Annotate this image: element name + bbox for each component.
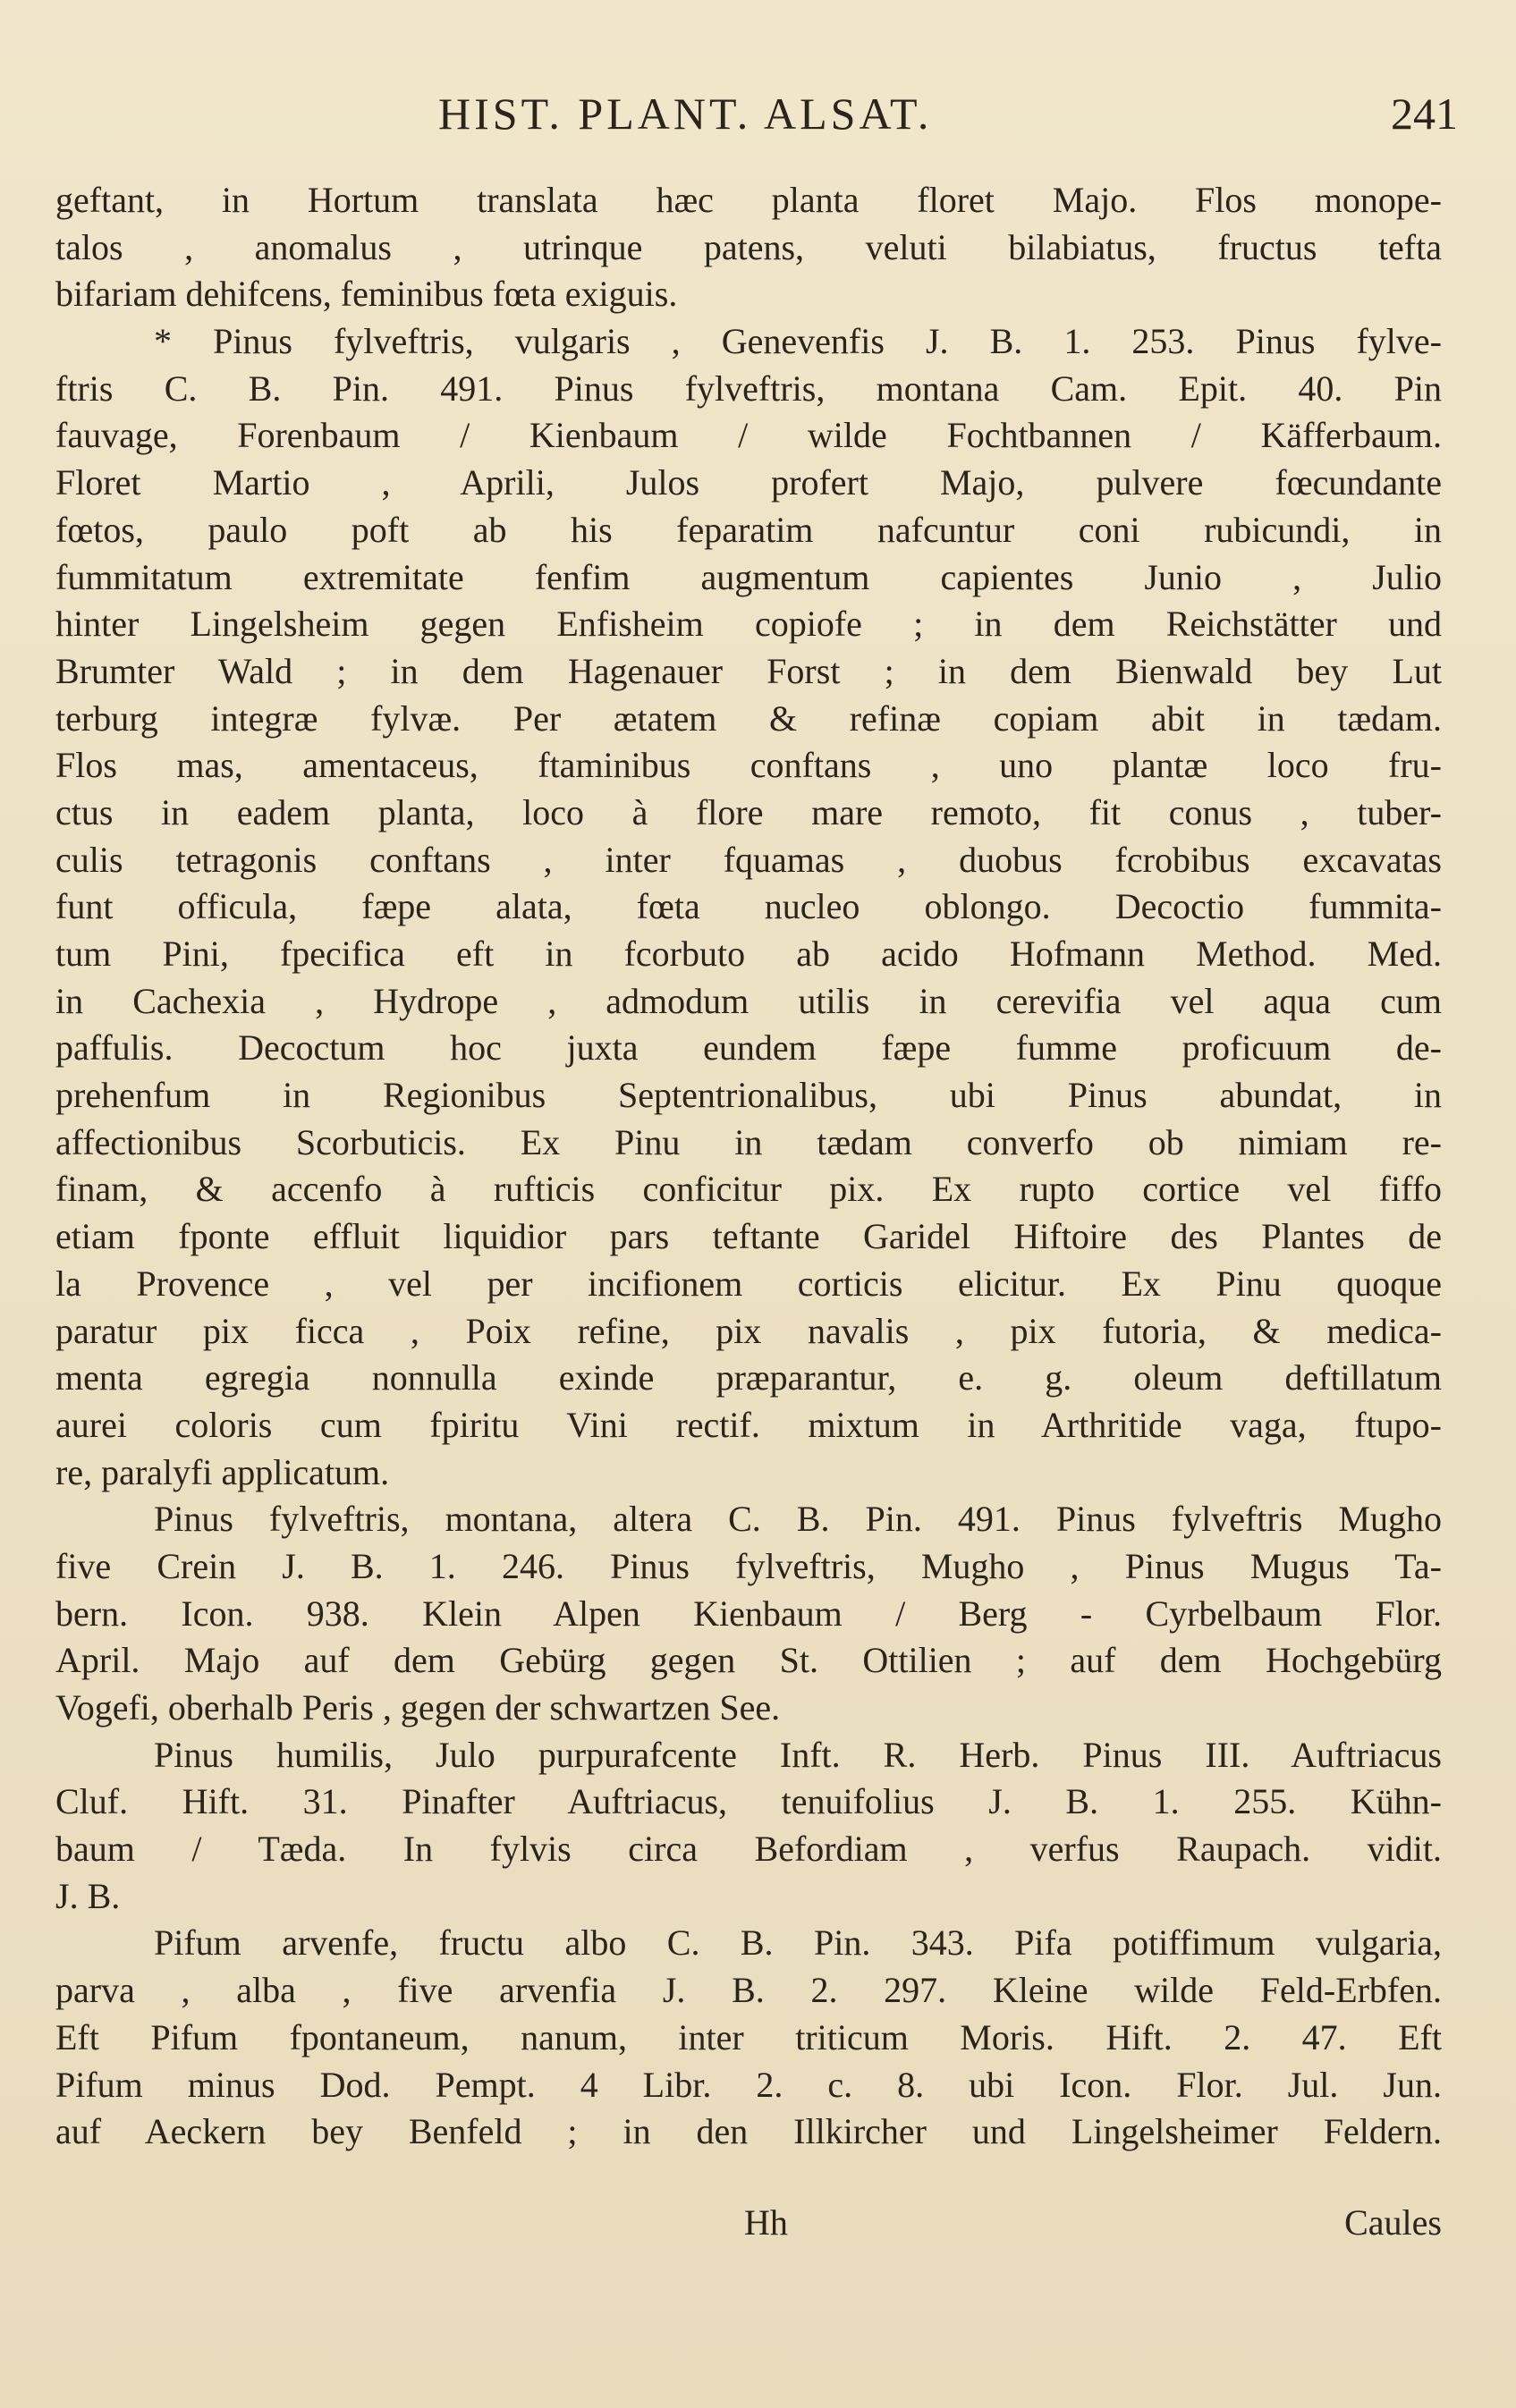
page-number: 241: [1391, 89, 1458, 139]
text-line: terburg integræ fylvæ. Per ætatem & refinæ copiam abit in tædam.: [55, 697, 1442, 739]
text-line: re, paralyfi applicatum.: [55, 1451, 390, 1492]
text-line: Pifum minus Dod. Pempt. 4 Libr. 2. c. 8. ubi Icon. Flor. Jul. Jun.: [55, 2064, 1442, 2105]
text-line: fummitatum extremitate fenfim augmentum capientes Junio , Julio: [55, 556, 1442, 597]
text-line: menta egregia nonnulla exinde præparantur, e. g. oleum deftillatum: [55, 1357, 1442, 1398]
text-line: parva , alba , five arvenfia J. B. 2. 297. Kleine wilde Feld-Erbfen.: [55, 1970, 1442, 2011]
text-line: fœtos, paulo poft ab his feparatim nafcuntur coni rubicundi, in: [55, 509, 1442, 550]
text-line: Vogefi, oberhalb Peris , gegen der schwartzen See.: [55, 1687, 781, 1728]
text-line: Pinus fylveftris, montana, altera C. B. Pin. 491. Pinus fylveftris Mugho: [154, 1499, 1442, 1540]
text-line: baum / Tæda. In fylvis circa Befordiam , verfus Raupach. vidit.: [55, 1829, 1442, 1870]
text-line: fauvage, Forenbaum / Kienbaum / wilde Fochtbannen / Käfferbaum.: [55, 415, 1442, 456]
text-line: bern. Icon. 938. Klein Alpen Kienbaum / Berg - Cyrbelbaum Flor.: [55, 1593, 1442, 1634]
signature-mark: Hh: [744, 2202, 788, 2243]
text-line: Floret Martio , Aprili, Julos profert Majo, pulvere fœcundante: [55, 462, 1442, 503]
text-line: J. B.: [55, 1875, 121, 1916]
running-head: HIST. PLANT. ALSAT.: [438, 89, 933, 139]
text-line: ftris C. B. Pin. 491. Pinus fylveftris, montana Cam. Epit. 40. Pin: [55, 368, 1442, 409]
page-footer: [55, 2201, 1442, 2255]
text-line: Brumter Wald ; in dem Hagenauer Forst ; in dem Bienwald bey Lut: [55, 650, 1442, 691]
text-line: Flos mas, amentaceus, ftaminibus conftans , uno plantæ loco fru-: [55, 745, 1442, 786]
text-line: Pinus humilis, Julo purpurafcente Inft. R. Herb. Pinus III. Auftriacus: [154, 1734, 1442, 1775]
text-line: funt officula, fæpe alata, fœta nucleo oblongo. Decoctio fummita-: [55, 886, 1442, 927]
text-line: aurei coloris cum fpiritu Vini rectif. mixtum in Arthritide vaga, ftupo-: [55, 1404, 1442, 1445]
text-line: April. Majo auf dem Gebürg gegen St. Ottilien ; auf dem Hochgebürg: [55, 1640, 1442, 1681]
text-line: in Cachexia , Hydrope , admodum utilis in cerevifia vel aqua cum: [55, 980, 1442, 1021]
text-line: paffulis. Decoctum hoc juxta eundem fæpe fumme proficuum de-: [55, 1027, 1442, 1069]
text-line: paratur pix ficca , Poix refine, pix navalis , pix futoria, & medica-: [55, 1310, 1442, 1351]
text-line: bifariam dehifcens, feminibus fœta exiguis.: [55, 274, 678, 315]
text-line: Cluf. Hift. 31. Pinafter Auftriacus, tenuifolius J. B. 1. 255. Kühn-: [55, 1781, 1442, 1822]
page-header: [134, 88, 1458, 150]
text-line: la Provence , vel per incifionem corticis elicitur. Ex Pinu quoque: [55, 1263, 1442, 1304]
text-line: finam, & accenfo à rufticis conficitur pix. Ex rupto cortice vel fiffo: [55, 1169, 1442, 1210]
text-line: etiam fponte effluit liquidior pars teftante Garidel Hiftoire des Plantes de: [55, 1216, 1442, 1257]
body-text: [55, 177, 1442, 2156]
text-line: Pifum arvenfe, fructu albo C. B. Pin. 343. Pifa potiffimum vulgaria,: [154, 1922, 1442, 1964]
text-line: prehenfum in Regionibus Septentrionalibus, ubi Pinus abundat, in: [55, 1075, 1442, 1116]
text-line: culis tetragonis conftans , inter fquamas , duobus fcrobibus excavatas: [55, 839, 1442, 880]
text-line: geftant, in Hortum translata hæc planta floret Majo. Flos monope-: [55, 180, 1442, 220]
catchword: Caules: [1344, 2202, 1442, 2243]
text-line: Eft Pifum fpontaneum, nanum, inter triticum Moris. Hift. 2. 47. Eft: [55, 2016, 1442, 2057]
text-line: talos , anomalus , utrinque patens, veluti bilabiatus, fructus tefta: [55, 226, 1442, 267]
text-line: ctus in eadem planta, loco à flore mare remoto, fit conus , tuber-: [55, 791, 1442, 832]
text-line: affectionibus Scorbuticis. Ex Pinu in tædam converfo ob nimiam re-: [55, 1121, 1442, 1162]
text-line: * Pinus fylveftris, vulgaris , Genevenfis J. B. 1. 253. Pinus fylve-: [154, 321, 1442, 362]
text-line: hinter Lingelsheim gegen Enfisheim copiofe ; in dem Reichstätter und: [55, 604, 1442, 645]
text-line: tum Pini, fpecifica eft in fcorbuto ab acido Hofmann Method. Med.: [55, 934, 1442, 974]
text-line: auf Aeckern bey Benfeld ; in den Illkircher und Lingelsheimer Feldern.: [55, 2111, 1442, 2152]
text-line: five Crein J. B. 1. 246. Pinus fylveftris, Mugho , Pinus Mugus Ta-: [55, 1545, 1442, 1586]
